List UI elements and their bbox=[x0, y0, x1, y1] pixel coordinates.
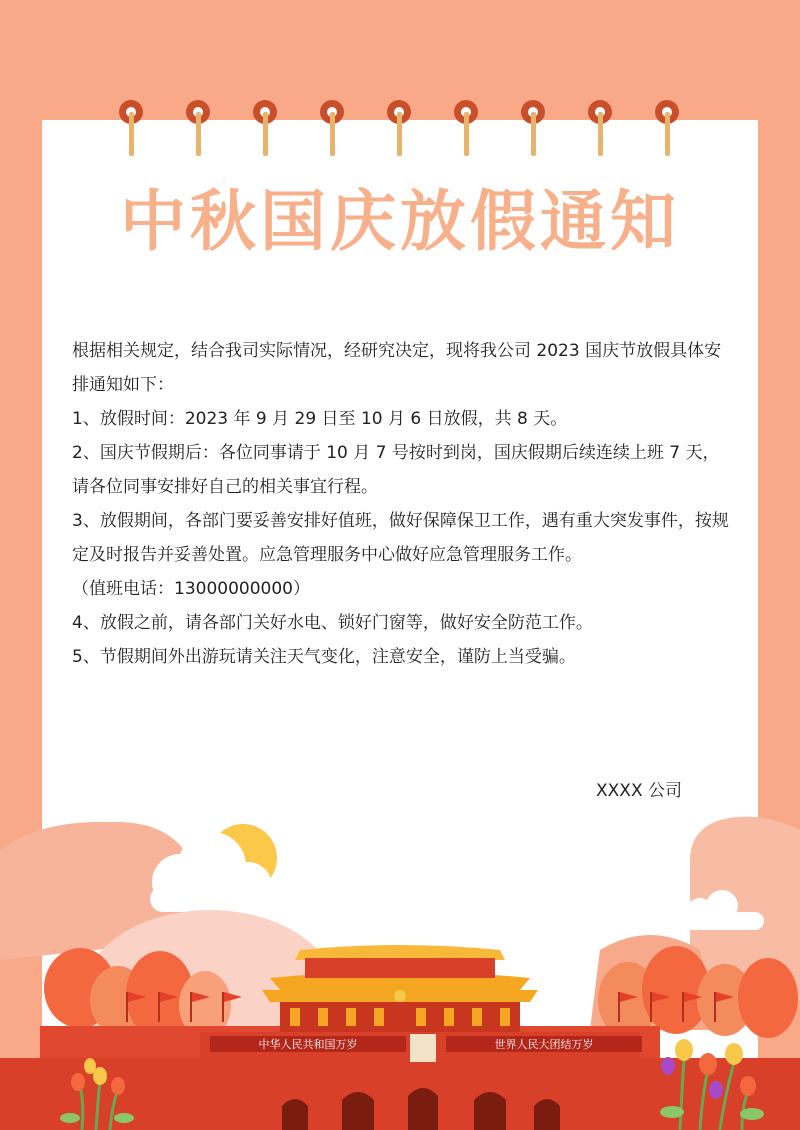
notice-item: 1、放假时间：2023 年 9 月 29 日至 10 月 6 日放假，共 8 天。 bbox=[72, 409, 568, 429]
notice-body bbox=[72, 334, 732, 674]
tiananmen-scene-illustration bbox=[0, 800, 800, 1130]
binder-pin-icon bbox=[665, 112, 670, 156]
binder-pin-icon bbox=[531, 112, 536, 156]
binder-pin-icon bbox=[397, 112, 402, 156]
cloud-icon bbox=[458, 850, 538, 892]
company-signature: XXXX 公司 bbox=[596, 781, 682, 801]
binder-pin-icon bbox=[464, 112, 469, 156]
notice-item: 2、国庆节假期后：各位同事请于 10 月 7 号按时到岗，国庆假期后续连续上班 7 天，请各位同事安排好自己的相关事宜行程。 bbox=[72, 443, 720, 497]
notice-item: 4、放假之前，请各部门关好水电、锁好门窗等，做好安全防范工作。 bbox=[72, 613, 593, 633]
notice-intro: 根据相关规定，结合我司实际情况，经研究决定，现将我公司 2023 国庆节放假具体安排通知如下： bbox=[72, 341, 722, 395]
binder-pin-icon bbox=[263, 112, 268, 156]
duty-phone: （值班电话：13000000000） bbox=[72, 579, 310, 599]
binder-pin-icon bbox=[196, 112, 201, 156]
notice-title: 中秋国庆放假通知 bbox=[120, 183, 680, 260]
binder-pin-icon bbox=[598, 112, 603, 156]
banner-right-text: 世界人民大团结万岁 bbox=[494, 1038, 594, 1051]
binder-pin-icon bbox=[129, 112, 134, 156]
notice-item: 3、放假期间，各部门要妥善安排好值班，做好保障保卫工作，遇有重大突发事件，按规定及时报告并妥善处置。应急管理服务中心做好应急管理服务工作。 bbox=[72, 511, 729, 565]
banner-left-text: 中华人民共和国万岁 bbox=[258, 1038, 358, 1051]
binder-pin-icon bbox=[330, 112, 335, 156]
notice-item: 5、节假期间外出游玩请关注天气变化，注意安全，谨防上当受骗。 bbox=[72, 647, 576, 667]
